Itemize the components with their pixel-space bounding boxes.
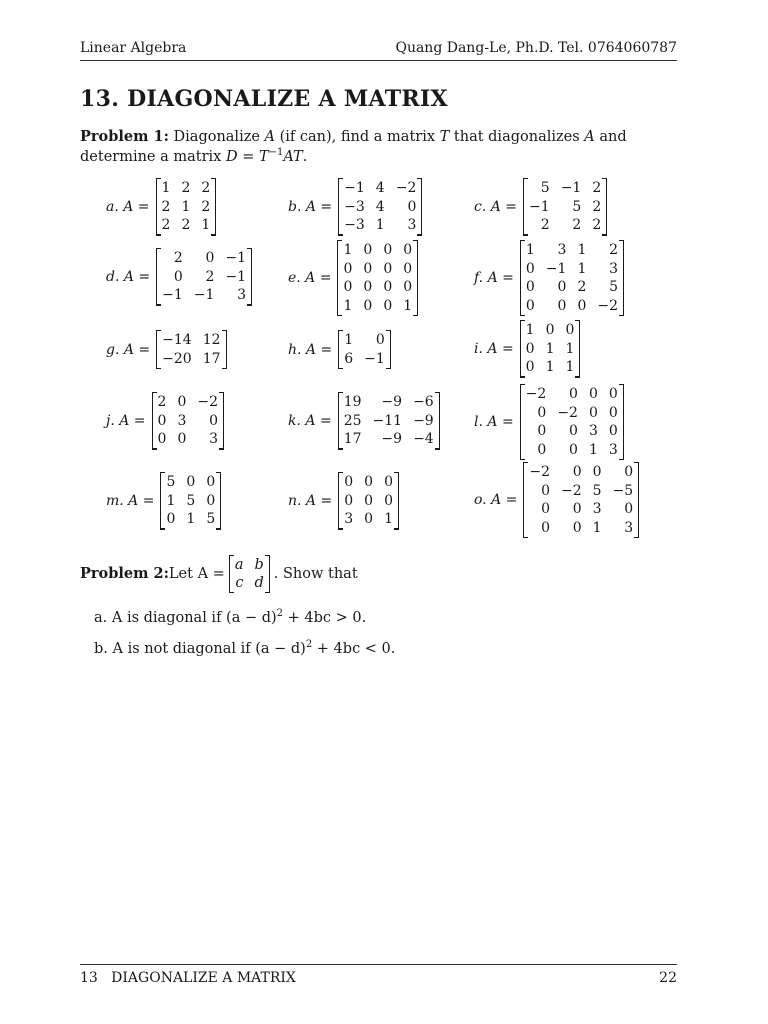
matrix-label: g. A =: [106, 341, 151, 358]
matrix-cell: 0: [173, 268, 183, 285]
var-a: A: [584, 129, 595, 145]
matrix-cell: 19: [343, 394, 362, 410]
matrix-cell: −1: [193, 287, 215, 303]
matrix-cell: 0: [343, 279, 353, 295]
matrix-cell: 0: [186, 474, 196, 490]
problem-1-text: that diagonalizes: [449, 129, 585, 145]
matrix-cell: 0: [525, 260, 535, 277]
matrix-cell: 0: [363, 242, 373, 258]
matrix-cell: 2: [577, 279, 587, 295]
matrix-exercise-b: [288, 178, 422, 236]
matrix-cell: 2: [161, 198, 171, 215]
matrix-cell: −1: [162, 287, 183, 303]
matrix-cell: 1: [565, 340, 575, 357]
matrix-label: n. A =: [288, 492, 333, 509]
matrix-cell: 3: [237, 287, 247, 303]
matrix-cell: 0: [624, 464, 634, 480]
matrix-cell: 17: [343, 431, 362, 447]
matrix-cell: 1: [577, 260, 587, 277]
matrix: [338, 178, 422, 236]
matrix-cell: 3: [177, 412, 187, 429]
matrix-cell: −3: [344, 198, 365, 215]
matrix-cell: 4: [375, 180, 385, 196]
matrix-exercise-c: [474, 178, 607, 236]
matrix-cell: 0: [592, 464, 602, 480]
matrix-cell: 1: [545, 359, 555, 375]
matrix-cell: 0: [403, 242, 413, 258]
equation-exponent: −1: [268, 147, 284, 159]
matrix: [160, 472, 221, 530]
matrix-cell: 0: [572, 501, 582, 517]
matrix-cell: 0: [588, 404, 598, 421]
matrix-cell: 2: [181, 217, 191, 233]
matrix-cell: 0: [569, 423, 578, 439]
matrix-cell: 2: [205, 268, 215, 285]
matrix-cell: 0: [537, 423, 547, 439]
matrix-cell: 3: [592, 501, 602, 517]
matrix-cell: 0: [537, 404, 547, 421]
matrix-cell: −1: [364, 350, 385, 367]
var-a: A: [264, 129, 276, 145]
matrix-cell: 0: [557, 279, 567, 295]
problem-2-matrix: [229, 555, 270, 593]
matrix-cell: −9: [413, 412, 434, 429]
matrix-cell: 0: [403, 279, 413, 295]
matrix-cell: 0: [588, 386, 598, 402]
matrix-cell: 2: [592, 198, 602, 215]
matrix-cell: 0: [545, 322, 555, 338]
matrix-label: h. A =: [288, 341, 333, 358]
matrix-cell: 1: [343, 242, 353, 258]
section-title: 13. DIAGONALIZE A MATRIX: [80, 86, 448, 112]
matrix-cell: 0: [384, 474, 393, 490]
matrix-cell: 0: [572, 464, 582, 480]
matrix-cell: 2: [572, 217, 582, 233]
matrix-cell: 2: [201, 198, 211, 215]
matrix-cell: 1: [161, 180, 171, 196]
matrix-cell: 2: [201, 180, 211, 196]
matrix-cell: 0: [343, 260, 353, 277]
matrix-cell: 0: [384, 492, 393, 509]
item-b-tail: + 4bc < 0.: [312, 641, 396, 657]
matrix-cell: 0: [383, 242, 393, 258]
matrix-cell: 3: [344, 511, 354, 527]
matrix-cell: 0: [375, 332, 385, 348]
matrix-cell: 3: [624, 519, 634, 536]
matrix-cell: 0: [565, 322, 575, 338]
matrix-cell: 1: [344, 332, 354, 348]
matrix-cell: c: [235, 575, 244, 591]
matrix-cell: 3: [407, 217, 417, 233]
matrix-cell: 1: [592, 519, 602, 536]
matrix: [338, 392, 440, 450]
matrix-cell: 0: [525, 297, 535, 314]
matrix-cell: −20: [162, 350, 192, 367]
matrix-cell: 0: [383, 297, 393, 314]
matrix-cell: 0: [177, 394, 187, 410]
matrix-cell: 6: [344, 350, 354, 367]
matrix-cell: 0: [166, 511, 176, 527]
matrix-cell: 1: [588, 441, 598, 458]
matrix-cell: −1: [225, 250, 247, 266]
matrix-label: j. A =: [106, 412, 146, 429]
matrix-exercise-h: [288, 330, 391, 369]
matrix-cell: 5: [592, 482, 602, 499]
matrix-cell: 1: [565, 359, 575, 375]
matrix-cell: 0: [525, 279, 535, 295]
matrix-exercise-k: [288, 392, 440, 450]
matrix-cell: 4: [375, 198, 385, 215]
matrix-label: o. A =: [474, 492, 518, 508]
matrix-cell: 0: [403, 260, 413, 277]
matrix-cell: 2: [540, 217, 550, 233]
matrix-cell: 1: [166, 492, 176, 509]
item-a-text: a. A is diagonal if (a − d): [94, 610, 277, 626]
page-number: 22: [659, 970, 677, 986]
matrix-cell: 5: [540, 180, 550, 196]
matrix-cell: −1: [560, 180, 582, 196]
matrix-label: m. A =: [106, 492, 155, 509]
matrix-cell: −1: [529, 198, 550, 215]
matrix-cell: 5: [166, 474, 176, 490]
matrix-cell: b: [254, 557, 264, 573]
problem-2-item-b: [94, 641, 395, 657]
matrix-cell: 2: [181, 180, 191, 196]
matrix-cell: 0: [541, 519, 551, 536]
matrix-cell: 5: [206, 511, 216, 527]
matrix-cell: 0: [344, 492, 354, 509]
footer-section: 13 DIAGONALIZE A MATRIX: [80, 970, 296, 986]
header-author-contact: Quang Dang-Le, Ph.D. Tel. 0764060787: [395, 40, 677, 56]
matrix-cell: −14: [162, 332, 192, 348]
matrix-cell: −2: [529, 464, 551, 480]
matrix-cell: 0: [157, 431, 167, 447]
matrix-cell: 2: [592, 217, 602, 233]
matrix: [520, 320, 581, 378]
header-course-title: Linear Algebra: [80, 40, 187, 56]
matrix-cell: 5: [572, 198, 582, 215]
matrix-cell: 0: [525, 359, 535, 375]
matrix: [156, 330, 226, 369]
matrix-cell: −2: [525, 386, 547, 402]
matrix-cell: 0: [537, 441, 547, 458]
matrix-cell: 0: [383, 260, 393, 277]
problem-2-statement: [80, 555, 358, 593]
matrix-cell: 0: [572, 519, 582, 536]
item-a-tail: + 4bc > 0.: [283, 610, 367, 626]
matrix-cell: 0: [541, 501, 551, 517]
matrix-cell: 3: [588, 423, 598, 439]
problem-2-tail: . Show that: [273, 566, 358, 582]
problem-1-statement: [80, 127, 680, 167]
matrix-label: d. A =: [106, 268, 151, 285]
matrix-cell: 3: [557, 242, 567, 258]
matrix-cell: 5: [186, 492, 196, 509]
matrix-cell: −2: [557, 404, 578, 421]
header-rule: [80, 60, 677, 61]
matrix-cell: 0: [577, 297, 587, 314]
matrix-cell: 0: [557, 297, 567, 314]
matrix-cell: 17: [202, 350, 221, 367]
matrix: [520, 384, 624, 460]
matrix-cell: −1: [344, 180, 365, 196]
matrix-label: b. A =: [288, 198, 333, 215]
matrix: [337, 240, 418, 316]
matrix-cell: 0: [205, 250, 215, 266]
matrix-cell: 0: [177, 431, 187, 447]
matrix-label: c. A =: [474, 198, 518, 215]
matrix-cell: 0: [364, 474, 374, 490]
matrix-cell: −2: [197, 394, 219, 410]
matrix-label: e. A =: [288, 270, 332, 286]
matrix-exercise-l: [474, 384, 624, 460]
matrix-cell: 25: [343, 412, 362, 429]
matrix-cell: −2: [395, 180, 417, 196]
matrix-label: i. A =: [474, 340, 514, 357]
matrix-cell: −6: [413, 394, 434, 410]
matrix-exercise-a: [106, 178, 216, 236]
matrix-cell: 2: [173, 250, 183, 266]
matrix-cell: 5: [609, 279, 618, 295]
matrix-cell: d: [254, 575, 264, 591]
matrix-cell: 3: [209, 431, 219, 447]
matrix-cell: 0: [364, 511, 374, 527]
matrix-cell: 1: [384, 511, 393, 527]
matrix-cell: 3: [608, 441, 618, 458]
problem-1-text: Diagonalize: [168, 129, 265, 145]
equation-tail: AT: [283, 149, 303, 165]
matrix-cell: 1: [186, 511, 196, 527]
matrix-cell: 1: [403, 297, 413, 314]
matrix-cell: −4: [413, 431, 434, 447]
matrix-exercise-f: [474, 240, 624, 316]
matrix: [156, 248, 252, 306]
matrix-cell: 0: [157, 412, 167, 429]
matrix-label: f. A =: [474, 270, 514, 286]
matrix-cell: 1: [577, 242, 587, 258]
matrix-label: k. A =: [288, 412, 332, 429]
matrix: [520, 240, 624, 316]
matrix-cell: −5: [612, 482, 634, 499]
matrix-cell: −3: [344, 217, 365, 233]
matrix-cell: 0: [363, 297, 373, 314]
footer-rule: [80, 964, 677, 965]
matrix-cell: 0: [383, 279, 393, 295]
matrix-cell: 0: [608, 386, 618, 402]
matrix-cell: 0: [206, 474, 216, 490]
matrix-exercise-d: [106, 248, 252, 306]
matrix-cell: 1: [525, 242, 535, 258]
matrix-exercise-g: [106, 330, 227, 369]
matrix-cell: −1: [225, 268, 247, 285]
equation-d: D = T: [225, 149, 269, 165]
matrix-exercise-o: [474, 462, 639, 538]
matrix-cell: 2: [592, 180, 602, 196]
matrix: [523, 462, 639, 538]
problem-1-text: (if can), find a matrix: [275, 129, 440, 145]
matrix-cell: 0: [569, 386, 578, 402]
matrix-cell: −1: [545, 260, 567, 277]
matrix-cell: 0: [363, 279, 373, 295]
problem-2-item-a: [94, 610, 366, 626]
running-header: [80, 40, 677, 60]
problem-2-label: Problem 2:: [80, 565, 169, 582]
matrix-cell: 1: [201, 217, 211, 233]
matrix-cell: −2: [597, 297, 618, 314]
matrix-cell: 0: [608, 423, 618, 439]
matrix: [152, 392, 224, 450]
matrix-cell: 2: [161, 217, 171, 233]
matrix-cell: 12: [202, 332, 221, 348]
matrix-exercise-i: [474, 320, 580, 378]
matrix-cell: 0: [624, 501, 634, 517]
matrix-cell: 0: [206, 492, 216, 509]
matrix-cell: 2: [609, 242, 618, 258]
matrix-cell: 0: [608, 404, 618, 421]
matrix-exercise-m: [106, 472, 221, 530]
matrix-cell: 0: [364, 492, 374, 509]
problem-1-text: and determine a matrix: [80, 129, 627, 165]
matrix-cell: 0: [407, 198, 417, 215]
problem-1-label: Problem 1:: [80, 128, 169, 145]
matrix-cell: −9: [381, 394, 403, 410]
period: .: [302, 149, 308, 165]
matrix-cell: 0: [344, 474, 354, 490]
matrix-cell: 1: [181, 198, 191, 215]
matrix-exercise-e: [288, 240, 418, 316]
matrix-cell: 1: [375, 217, 385, 233]
item-a-exponent: 2: [276, 608, 284, 620]
matrix-label: l. A =: [474, 414, 514, 430]
matrix-cell: 1: [343, 297, 353, 314]
matrix-cell: 1: [545, 340, 555, 357]
matrix-cell: 0: [363, 260, 373, 277]
matrix-label: a. A =: [106, 198, 150, 215]
matrix-cell: a: [234, 557, 244, 573]
matrix-cell: 0: [541, 482, 551, 499]
matrix: [338, 472, 399, 530]
matrix-cell: −11: [372, 412, 403, 429]
matrix-cell: 0: [569, 441, 578, 458]
matrix: [523, 178, 607, 236]
matrix: [156, 178, 217, 236]
matrix: [338, 330, 391, 369]
matrix-cell: −2: [561, 482, 582, 499]
matrix-exercise-n: [288, 472, 399, 530]
matrix-cell: 2: [157, 394, 167, 410]
matrix-cell: 1: [525, 322, 535, 338]
matrix-cell: −9: [381, 431, 403, 447]
matrix-cell: 0: [525, 340, 535, 357]
matrix-cell: 3: [609, 260, 618, 277]
matrix-cell: 0: [209, 412, 219, 429]
item-b-exponent: 2: [305, 639, 313, 651]
var-t: T: [439, 129, 450, 145]
item-b-text: b. A is not diagonal if (a − d): [94, 641, 306, 657]
matrix-exercise-j: [106, 392, 224, 450]
problem-2-intro: Let A =: [168, 566, 225, 582]
